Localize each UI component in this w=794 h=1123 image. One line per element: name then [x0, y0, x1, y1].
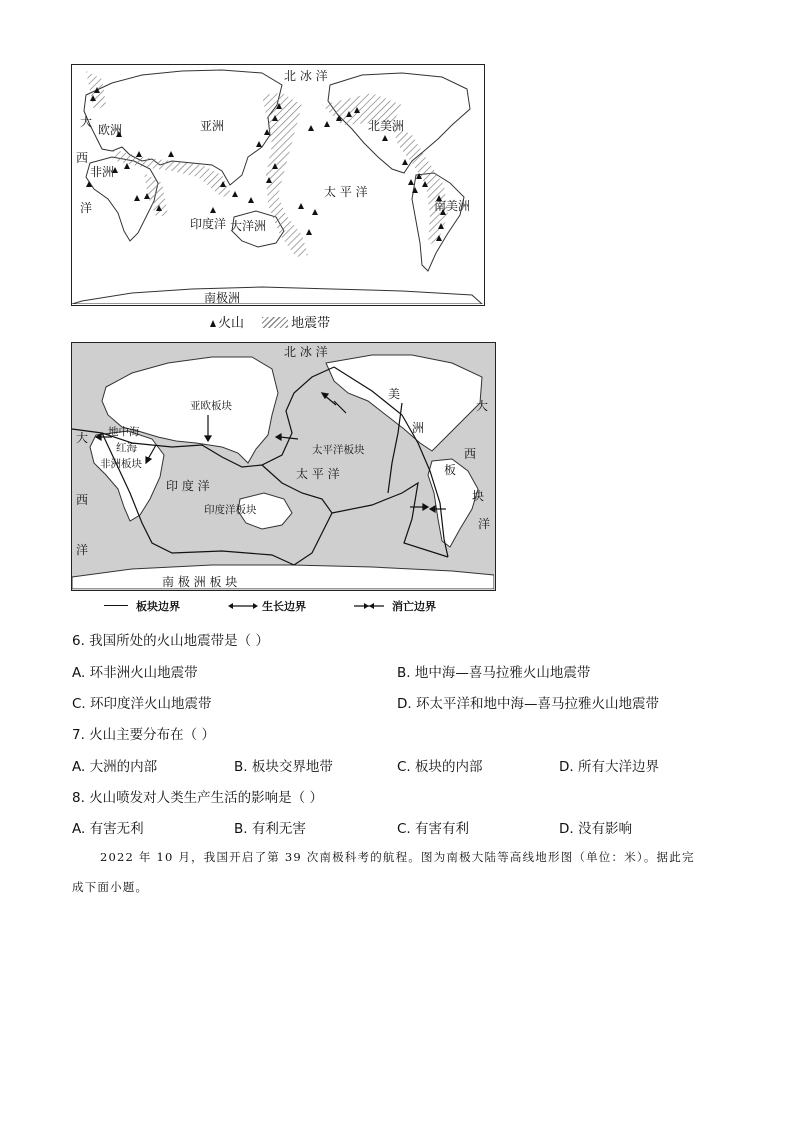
map2-label-pacific-plate: 太平洋板块 [312, 444, 365, 456]
map1-label-africa: 非洲 [90, 165, 115, 179]
legend-growth-label: 生长边界 [262, 600, 306, 613]
map2-label-arctic: 北 冰 洋 [284, 345, 328, 359]
subduction-arrow-icon [354, 601, 384, 611]
map1-label-arctic: 北 冰 洋 [284, 69, 328, 83]
question-6-option-c[interactable]: C. 环印度洋火山地震带 [72, 696, 212, 712]
question-8-stem: 8. 火山喷发对人类生产生活的影响是（ ） [72, 790, 323, 806]
quake-hatch-icon [262, 317, 288, 328]
map1-label-pacific: 太 平 洋 [324, 185, 368, 199]
plate-map [71, 342, 496, 591]
map1-label-atlantic-1: 大 [80, 115, 93, 129]
legend-volcano-label: 火山 [218, 316, 245, 331]
map1-label-indian: 印度洋 [190, 217, 227, 231]
question-6-stem: 6. 我国所处的火山地震带是（ ） [72, 633, 269, 649]
map2-label-indian-ocean: 印 度 洋 [166, 479, 210, 493]
map2-label-atl-right-3: 洋 [478, 517, 491, 531]
map2-label-atl-left-1: 大 [76, 431, 89, 445]
question-8-option-d[interactable]: D. 没有影响 [559, 821, 632, 837]
question-6-option-b[interactable]: B. 地中海—喜马拉雅火山地震带 [397, 665, 591, 681]
map2-label-america-plate-1: 美 [388, 387, 401, 401]
map2-label-red-sea: 红海 [116, 442, 137, 454]
map1-label-antarctica: 南极洲 [204, 291, 241, 305]
map2-label-african-plate: 非洲板块 [100, 458, 142, 470]
question-6-option-d[interactable]: D. 环太平洋和地中海—喜马拉雅火山地震带 [397, 696, 659, 712]
volcano-earthquake-map [71, 64, 485, 306]
legend-subduction-label: 消亡边界 [392, 600, 436, 613]
map2-label-america-plate-3: 板 [444, 463, 457, 477]
growth-arrow-icon [228, 601, 258, 611]
map2-label-eurasian-plate: 亚欧板块 [190, 400, 232, 412]
map2-label-america-plate-2: 洲 [412, 421, 425, 435]
map2-label-atl-left-3: 洋 [76, 543, 89, 557]
map1-label-europe: 欧洲 [98, 123, 123, 137]
legend-quake-label: 地震带 [291, 316, 331, 331]
map2-label-atl-right-1: 大 [476, 399, 489, 413]
map2-label-indo-plate: 印度洋板块 [204, 504, 257, 516]
map1-label-north-america: 北美洲 [368, 119, 405, 133]
question-8-option-a[interactable]: A. 有害无利 [72, 821, 144, 837]
question-8-option-c[interactable]: C. 有害有利 [397, 821, 470, 837]
map1-label-oceania: 大洋洲 [230, 219, 267, 233]
map2-label-atl-left-2: 西 [76, 493, 89, 507]
map1-label-atlantic-2: 西 [76, 151, 89, 165]
boundary-line-icon [104, 605, 128, 606]
question-7-option-a[interactable]: A. 大洲的内部 [72, 759, 158, 775]
map2-label-america-plate-4: 块 [472, 489, 485, 503]
map1-label-south-america: 南美洲 [434, 199, 471, 213]
map2-label-antarctic-plate: 南 极 洲 板 块 [162, 575, 238, 589]
map2-label-pacific-ocean: 太 平 洋 [296, 467, 340, 481]
question-7-option-d[interactable]: D. 所有大洋边界 [559, 759, 659, 775]
map1-drawing [72, 65, 483, 304]
volcano-icon [210, 320, 216, 327]
question-7-option-c[interactable]: C. 板块的内部 [397, 759, 483, 775]
question-6-option-a[interactable]: A. 环非洲火山地震带 [72, 665, 198, 681]
map2-label-mediterranean: 地中海 [108, 426, 140, 438]
question-7-option-b[interactable]: B. 板块交界地带 [234, 759, 333, 775]
legend-boundary-label: 板块边界 [136, 600, 180, 613]
map1-legend [210, 312, 330, 331]
intro-paragraph-line-1: 2022 年 10 月，我国开启了第 39 次南极科考的航程。图为南极大陆等高线地形图（单位：米）。据此完 [100, 850, 695, 864]
map1-label-atlantic-3: 洋 [80, 201, 93, 215]
intro-paragraph-line-2: 成下面小题。 [72, 880, 149, 894]
question-8-option-b[interactable]: B. 有利无害 [234, 821, 306, 837]
question-7-stem: 7. 火山主要分布在（ ） [72, 727, 215, 743]
map1-label-asia: 亚洲 [200, 119, 225, 133]
map2-label-atl-right-2: 西 [464, 447, 477, 461]
